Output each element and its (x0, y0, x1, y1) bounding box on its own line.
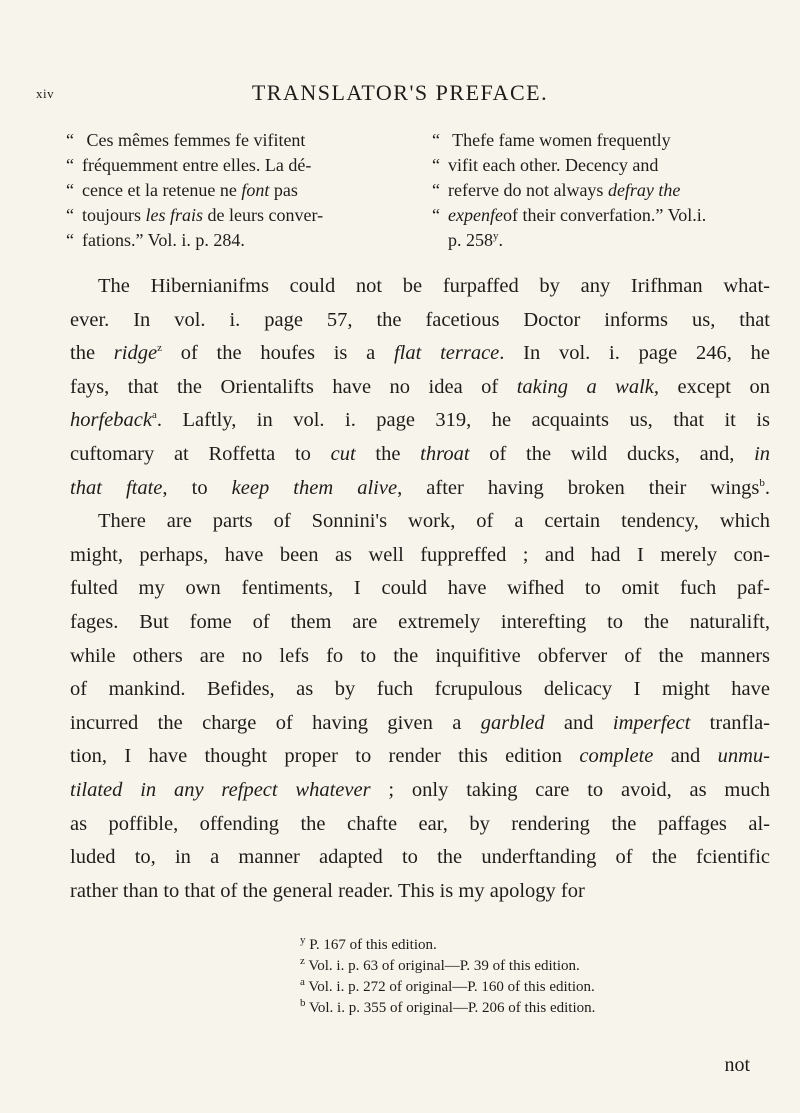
footnote-mark: a (300, 976, 305, 988)
italic-text: taking a walk (516, 375, 654, 398)
roman-text: incurred the charge of having given a (70, 711, 481, 734)
roman-text: rather than to that of the general reader. This is my apology for (70, 879, 585, 902)
catchword: not (724, 1054, 750, 1076)
roman-text: fréquemment entre elles. La dé- (82, 155, 312, 175)
italic-text: tilated in any refpect whatever (70, 778, 371, 801)
quote-mark: “ (66, 230, 74, 250)
text-line (66, 128, 396, 153)
text-line (70, 606, 770, 640)
roman-text: and (544, 711, 613, 734)
footnote-text: Vol. i. p. 355 of original—P. 206 of this edition. (305, 1000, 596, 1016)
footnote-text: P. 167 of this edition. (305, 937, 437, 953)
italic-text: ridge (113, 342, 158, 365)
roman-text: vifit each other. Decency and (448, 155, 659, 175)
footnote-ref: z (157, 342, 162, 355)
italic-text: font (241, 180, 270, 200)
roman-text: cence et la retenue ne (82, 180, 242, 200)
text-line (432, 228, 772, 253)
text-line (66, 178, 396, 203)
quote-mark: “ (432, 130, 440, 150)
italic-text: cut (330, 442, 356, 465)
english-quote (432, 128, 772, 253)
running-title: TRANSLATOR'S PREFACE. (251, 80, 549, 105)
roman-text: toujours (82, 205, 146, 225)
text-line (70, 673, 770, 707)
italic-text: throat (420, 442, 470, 465)
text-line (66, 228, 396, 253)
italic-text: les frais (145, 205, 204, 225)
footnote-ref: a (151, 409, 157, 422)
roman-text: The Hibernianifms could not be furpaffed by any Irifhman what- (98, 275, 770, 297)
roman-text: fages. But fome of them are extremely interefting to the naturalift, (70, 610, 770, 633)
roman-text: Ces mêmes femmes fe vifitent (82, 130, 306, 150)
footnote-mark: b (300, 997, 306, 1009)
italic-text: keep them alive (231, 476, 398, 499)
roman-text: . (764, 476, 771, 499)
footnote-mark: z (300, 955, 305, 967)
roman-text: of mankind. Befides, as by fuch fcrupulous delicacy I might have (70, 678, 770, 701)
roman-text: the (355, 442, 421, 465)
text-line (432, 128, 772, 153)
text-line (66, 153, 396, 178)
quote-mark: “ (432, 205, 440, 225)
text-line (66, 203, 396, 228)
roman-text: of their converfation.” Vol.i. (502, 205, 707, 225)
text-line (70, 774, 770, 808)
roman-text: while others are no lefs fo to the inquifitive obferver of the manners (70, 644, 770, 667)
body-paragraphs (70, 270, 770, 908)
roman-text: pas (269, 180, 298, 200)
quote-mark: “ (66, 180, 74, 200)
roman-text: as poffible, offending the chafte ear, by rendering the paffages al- (70, 812, 770, 835)
text-line (70, 539, 770, 573)
roman-text: . In vol. i. page 246, he (499, 342, 770, 365)
roman-text: and (653, 745, 718, 768)
text-line (70, 505, 770, 539)
text-line (432, 203, 772, 228)
text-line (70, 875, 770, 909)
text-line (70, 740, 770, 774)
text-line (70, 404, 770, 438)
roman-text: of the houfes is a (161, 342, 394, 365)
roman-text: fulted my own fentiments, I could have wifhed to omit fuch paf- (70, 577, 770, 600)
roman-text: the (70, 342, 114, 365)
quote-mark: “ (66, 205, 74, 225)
roman-text: cuftomary at Roffetta to (70, 442, 331, 465)
italic-text: unmu- (717, 745, 770, 768)
roman-text: . Laftly, in vol. i. page 319, he acquaints us, that it is (156, 409, 770, 432)
roman-text: There are parts of Sonnini's work, of a certain tendency, which (98, 510, 770, 533)
roman-text: fations.” Vol. i. p. 284. (82, 230, 245, 250)
italic-text: garbled (480, 711, 545, 734)
text-line (70, 337, 770, 371)
footnote-mark: y (300, 934, 306, 946)
quote-mark: “ (66, 155, 74, 175)
footnotes (300, 935, 595, 1019)
page-number: xiv (36, 86, 55, 101)
footnote-text: Vol. i. p. 272 of original—P. 160 of this edition. (304, 979, 595, 995)
text-line (432, 178, 772, 203)
roman-text: p. 258 (448, 230, 493, 250)
footnote-text: Vol. i. p. 63 of original—P. 39 of this edition. (304, 958, 580, 974)
roman-text: tranfla- (690, 711, 770, 734)
text-line (70, 472, 770, 506)
quote-mark: “ (432, 155, 440, 175)
footnote (300, 977, 595, 998)
text-line (70, 808, 770, 842)
roman-text: , to (162, 476, 232, 499)
text-line (70, 304, 770, 338)
italic-text: that ftate (70, 476, 163, 499)
footnote (300, 998, 595, 1019)
roman-text: of the wild ducks, and, (469, 442, 755, 465)
roman-text: tion, I have thought proper to render this edition (70, 745, 580, 768)
text-line (70, 371, 770, 405)
italic-text: flat terrace (393, 342, 500, 365)
footnote-ref: y (493, 230, 499, 242)
roman-text: might, perhaps, have been as well fuppreffed ; and had I merely con- (70, 543, 770, 566)
footnote-ref: b (759, 476, 765, 489)
text-line (70, 707, 770, 741)
text-line (70, 438, 770, 472)
text-line (70, 270, 770, 304)
italic-text: expenfe (448, 205, 503, 225)
roman-text: ever. In vol. i. page 57, the facetious Doctor informs us, that (70, 308, 770, 331)
french-quote (66, 128, 396, 253)
quote-mark: “ (66, 130, 74, 150)
footnote (300, 935, 595, 956)
italic-text: in (754, 442, 771, 465)
roman-text: de leurs conver- (203, 205, 324, 225)
italic-text: defray the (607, 180, 681, 200)
text-line (70, 572, 770, 606)
roman-text: , after having broken their wings (397, 476, 760, 499)
roman-text: referve do not always (448, 180, 608, 200)
quote-mark: “ (432, 180, 440, 200)
roman-text: , except on (653, 375, 770, 398)
text-line (432, 153, 772, 178)
italic-text: imperfect (612, 711, 691, 734)
roman-text: ; only taking care to avoid, as much (370, 778, 770, 801)
roman-text: luded to, in a manner adapted to the underftanding of the fcientific (70, 846, 770, 869)
footnote (300, 956, 595, 977)
roman-text: Thefe fame women frequently (448, 130, 671, 150)
italic-text: complete (579, 745, 654, 768)
italic-text: horfeback (70, 409, 152, 432)
text-line (70, 841, 770, 875)
roman-text: fays, that the Orientalifts have no idea of (70, 375, 517, 398)
text-line (70, 640, 770, 674)
roman-text: . (498, 230, 503, 250)
